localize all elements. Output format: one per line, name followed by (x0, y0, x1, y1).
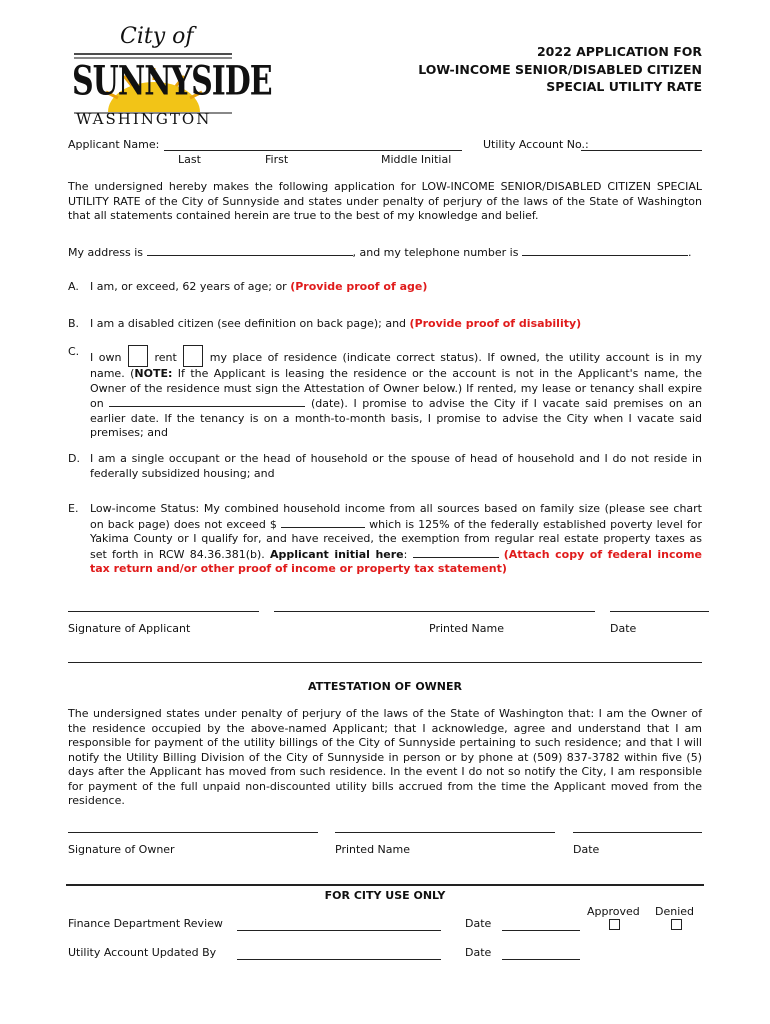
approved-label: Approved (587, 905, 640, 918)
telephone-field[interactable] (522, 245, 688, 256)
item-c-text-2: If the Applicant is leasing the residence or the account is not in the Applicant's name, the Owner of the residence must sign the Attestation of Owner below.) If rented, my lease or tenancy shall expire on (90, 367, 702, 410)
middle-initial-label: Middle Initial (381, 153, 452, 166)
city-use-title: FOR CITY USE ONLY (324, 889, 446, 902)
initial-colon: : (403, 547, 408, 561)
item-e-note: (Attach copy of federal income tax return and/or other proof of income or property tax statement) (90, 547, 702, 575)
item-c-text-1: my place of residence (indicate correct status). If owned, the utility account is in my name. ( (90, 351, 703, 380)
applicant-date-label: Date (610, 622, 637, 635)
owner-date-label: Date (573, 843, 600, 856)
title-line-2: LOW-INCOME SENIOR/DISABLED CITIZEN (418, 61, 702, 77)
signature-of-owner-label: Signature of Owner (68, 843, 175, 856)
lease-expire-field[interactable] (109, 396, 305, 407)
item-c-text-3: (date). I promise to advise the City if I vacate said premises on an earlier date. If the tenancy is on a month-to-month basis, I promise to advise the City when I vacate said premises; and (90, 397, 703, 439)
owner-printed-name-label: Printed Name (335, 843, 411, 856)
own-label: I own (90, 351, 122, 364)
page-title (418, 43, 702, 96)
applicant-signature-field[interactable] (68, 611, 259, 612)
address-field[interactable] (147, 245, 353, 256)
item-a-note: (Provide proof of age) (290, 280, 428, 293)
item-c (68, 345, 702, 441)
attestation-title: ATTESTATION OF OWNER (307, 680, 463, 693)
logo-washington: WASHINGTON (76, 110, 212, 128)
item-c-note-label: NOTE: (134, 367, 173, 380)
denied-label: Denied (655, 905, 695, 918)
item-e-text-2: which is 125% of the federally established poverty level for Yakima County or I qualify for, and have received, the exemption from regular real estate property taxes as set forth in RCW 84.36.381(b). (90, 517, 702, 561)
city-logo (68, 24, 272, 128)
item-a-label: A. (68, 280, 79, 293)
finance-date-field[interactable] (502, 930, 580, 931)
finance-review-field[interactable] (237, 930, 441, 931)
utility-date-field[interactable] (502, 959, 580, 960)
item-d-text: I am a single occupant or the head of household or the spouse of head of household and I do not reside in federally subsidized housing; and (90, 452, 702, 480)
item-c-label: C. (68, 345, 80, 358)
intro-paragraph: The undersigned hereby makes the following application for LOW-INCOME SENIOR/DISABLED CITIZEN SPECIAL UTILITY RATE of the City of Sunnyside and states under penalty of perjury of the laws of the State of Washington that all statements contained herein are true to the best of my knowledge and belief. (68, 180, 702, 222)
item-a (68, 280, 702, 295)
logo-sunnyside: SUNNYSIDE (72, 58, 272, 106)
approved-checkbox[interactable] (609, 919, 620, 930)
address-end: . (687, 246, 692, 259)
owner-signature-field[interactable] (68, 832, 318, 833)
item-e (68, 502, 702, 577)
rent-checkbox[interactable] (183, 345, 203, 367)
item-b-label: B. (68, 317, 80, 330)
attestation-paragraph: The undersigned states under penalty of perjury of the laws of the State of Washington that: I am the Owner of the residence occupied by the above-named Applicant; that I acknowledge, agree and understand that I am responsible for payment of the utility billings of the City of Sunnyside pertaining to such residence; and that I will notify the Utility Billing Division of the City of Sunnyside in person or by phone at (509) 837-3782 within five (5) days after the Applicant has moved from such residence. In the event I do not so notify the City, I am responsible for payment of the full unpaid non-discounted utility bills accrued from the time the Applicant moved from the residence. (68, 707, 702, 807)
item-e-text-1: Low-income Status: My combined household income from all sources based on family size (please see chart on back page) does not exceed $ (90, 502, 702, 531)
utility-date-label: Date (465, 946, 492, 959)
telephone-label: , and my telephone number is (352, 246, 519, 259)
applicant-initial-field[interactable] (413, 547, 499, 558)
address-line (68, 245, 708, 259)
income-amount-field[interactable] (281, 517, 365, 528)
item-b-text: I am a disabled citizen (see definition on back page); and (90, 317, 407, 330)
applicant-printed-name-field[interactable] (274, 611, 595, 612)
owner-date-field[interactable] (573, 832, 702, 833)
applicant-date-field[interactable] (610, 611, 709, 612)
utility-updated-field[interactable] (237, 959, 441, 960)
city-use-top-border (66, 884, 704, 886)
applicant-name-field[interactable] (164, 150, 462, 151)
first-label: First (265, 153, 289, 166)
finance-date-label: Date (465, 917, 492, 930)
applicant-name-label: Applicant Name: (68, 138, 160, 151)
item-d (68, 452, 702, 481)
owner-printed-name-field[interactable] (335, 832, 555, 833)
utility-updated-label: Utility Account Updated By (68, 946, 217, 959)
denied-checkbox[interactable] (671, 919, 682, 930)
item-d-label: D. (68, 452, 80, 465)
item-b-note: (Provide proof of disability) (409, 317, 582, 330)
section-divider (68, 662, 702, 663)
applicant-printed-name-label: Printed Name (429, 622, 505, 635)
account-no-label: Utility Account No.: (483, 138, 589, 151)
title-line-3: SPECIAL UTILITY RATE (546, 79, 702, 94)
applicant-initial-label: Applicant initial here (269, 547, 404, 561)
own-checkbox[interactable] (128, 345, 148, 367)
last-label: Last (178, 153, 201, 166)
account-no-field[interactable] (581, 150, 702, 151)
item-e-label: E. (68, 502, 79, 515)
logo-city-of: City of (120, 24, 194, 49)
title-line-1: 2022 APPLICATION FOR (536, 44, 702, 59)
signature-of-applicant-label: Signature of Applicant (68, 622, 191, 635)
rent-label: rent (154, 351, 177, 364)
finance-review-label: Finance Department Review (68, 917, 223, 930)
item-a-text: I am, or exceed, 62 years of age; or (90, 280, 287, 293)
address-label: My address is (68, 246, 143, 259)
item-b (68, 317, 702, 332)
